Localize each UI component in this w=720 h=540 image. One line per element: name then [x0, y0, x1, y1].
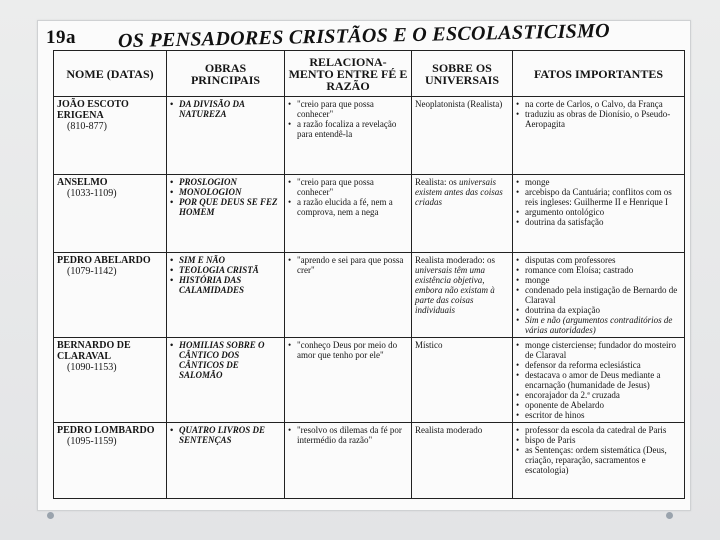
table-row: [54, 423, 685, 499]
universals-position: Neoplatonista (Realista): [415, 99, 503, 109]
cell-universals: [412, 175, 513, 253]
table-row: [54, 253, 685, 338]
cell-works: [167, 97, 285, 175]
universals-position: Realista moderado: os: [415, 255, 495, 265]
table-row: [54, 175, 685, 253]
table-header-row: [54, 51, 685, 97]
thinker-dates: (810-877): [67, 121, 107, 132]
thinker-dates: (1079-1142): [67, 266, 117, 277]
fact-item: • monge cisterciense; fundador do mosteiro de Claraval: [516, 340, 681, 360]
cell-faith-reason: [285, 423, 412, 499]
cell-faith-reason: [285, 97, 412, 175]
thinker-dates: (1033-1109): [67, 188, 117, 199]
universals-text: [415, 177, 509, 207]
cell-faith-reason: [285, 338, 412, 423]
fact-item: • Sim e não (argumentos contraditórios de várias autoridades): [516, 315, 681, 335]
work-item: • PROSLOGION: [170, 177, 281, 187]
fact-item: • encorajador da 2.ª cruzada: [516, 390, 681, 400]
fact-item: • arcebispo da Cantuária; conflitos com os reis ingleses: Guilherme II e Henrique I: [516, 187, 681, 207]
cell-works: [167, 338, 285, 423]
cell-universals: [412, 97, 513, 175]
thinker-name: PEDRO LOMBARDO: [57, 425, 155, 436]
fact-item: • na corte de Carlos, o Calvo, da França: [516, 99, 681, 109]
table-row: [54, 97, 685, 175]
page-title: OS PENSADORES CRISTÃOS E O ESCOLASTICISMO: [118, 19, 610, 53]
universals-text: [415, 255, 509, 315]
cell-works: [167, 253, 285, 338]
universals-position: Realista: os: [415, 177, 457, 187]
scanned-document-page: [37, 20, 691, 511]
column-header-faith-reason: RELACIONA-MENTO ENTRE FÉ E RAZÃO: [285, 51, 412, 97]
cell-name: [54, 338, 167, 423]
faith-reason-item: • "conheço Deus por meio do amor que tenho por ele": [288, 340, 408, 360]
universals-explanation: universais têm uma existência objetiva, embora não existam à parte das coisas individuais: [415, 265, 495, 315]
faith-reason-item: • "creio para que possa conhecer": [288, 99, 408, 119]
universals-text: [415, 99, 509, 109]
thinker-dates: (1095-1159): [67, 436, 117, 447]
cell-faith-reason: [285, 175, 412, 253]
thinkers-table: [53, 50, 685, 499]
cell-works: [167, 175, 285, 253]
work-item: • HOMILIAS SOBRE O CÂNTICO DOS CÂNTICOS DE SALOMÃO: [170, 340, 281, 380]
fact-item: • professor da escola da catedral de Paris: [516, 425, 681, 435]
fact-item: • destacava o amor de Deus mediante a encarnação (humanidade de Jesus): [516, 370, 681, 390]
universals-text: [415, 340, 509, 350]
universals-explanation: universais existem antes das coisas criadas: [415, 177, 503, 207]
column-header-universals: SOBRE OS UNIVERSAIS: [412, 51, 513, 97]
fact-item: • condenado pela instigação de Bernardo de Claraval: [516, 285, 681, 305]
column-header-works: OBRAS PRINCIPAIS: [167, 51, 285, 97]
work-item: • MONOLOGION: [170, 187, 281, 197]
fact-item: • monge: [516, 275, 681, 285]
decorative-dot-right: [666, 512, 673, 519]
cell-name: [54, 253, 167, 338]
cell-facts: [513, 175, 685, 253]
cell-works: [167, 423, 285, 499]
cell-universals: [412, 253, 513, 338]
work-item: • TEOLOGIA CRISTÃ: [170, 265, 281, 275]
work-item: • DA DIVISÃO DA NATUREZA: [170, 99, 281, 119]
column-header-name: NOME (DATAS): [54, 51, 167, 97]
cell-universals: [412, 338, 513, 423]
thinker-name: BERNARDO DE CLARAVAL: [57, 340, 131, 362]
thinker-name: PEDRO ABELARDO: [57, 255, 151, 266]
cell-name: [54, 423, 167, 499]
thinker-name: JOÃO ESCOTO ERIGENA: [57, 99, 129, 121]
faith-reason-item: • "aprendo e sei para que possa crer": [288, 255, 408, 275]
cell-facts: [513, 97, 685, 175]
faith-reason-item: • a razão elucida a fé, nem a comprova, nem a nega: [288, 197, 408, 217]
faith-reason-item: • a razão focaliza a revelação para entendê-la: [288, 119, 408, 139]
cell-universals: [412, 423, 513, 499]
work-item: • SIM E NÃO: [170, 255, 281, 265]
fact-item: • romance com Eloísa; castrado: [516, 265, 681, 275]
work-item: • HISTÓRIA DAS CALAMIDADES: [170, 275, 281, 295]
fact-item: • defensor da reforma eclesiástica: [516, 360, 681, 370]
fact-item: • as Sentenças: ordem sistemática (Deus, criação, reparação, sacramentos e escatologia): [516, 445, 681, 475]
work-item: • QUATRO LIVROS DE SENTENÇAS: [170, 425, 281, 445]
fact-item: • disputas com professores: [516, 255, 681, 265]
page-number: 19a: [46, 27, 76, 48]
faith-reason-item: • "creio para que possa conhecer": [288, 177, 408, 197]
cell-faith-reason: [285, 253, 412, 338]
fact-item: • monge: [516, 177, 681, 187]
thinker-dates: (1090-1153): [67, 362, 117, 373]
fact-item: • argumento ontológico: [516, 207, 681, 217]
decorative-dot-left: [47, 512, 54, 519]
fact-item: • oponente de Abelardo: [516, 400, 681, 410]
universals-text: [415, 425, 509, 435]
column-header-facts: FATOS IMPORTANTES: [513, 51, 685, 97]
faith-reason-item: • "resolvo os dilemas da fé por intermédio da razão": [288, 425, 408, 445]
fact-item: • doutrina da expiação: [516, 305, 681, 315]
fact-item: • bispo de Paris: [516, 435, 681, 445]
table-row: [54, 338, 685, 423]
universals-position: Realista moderado: [415, 425, 483, 435]
cell-name: [54, 175, 167, 253]
thinker-name: ANSELMO: [57, 177, 108, 188]
work-item: • POR QUE DEUS SE FEZ HOMEM: [170, 197, 281, 217]
fact-item: • escritor de hinos: [516, 410, 681, 420]
cell-facts: [513, 338, 685, 423]
cell-facts: [513, 253, 685, 338]
cell-name: [54, 97, 167, 175]
fact-item: • doutrina da satisfação: [516, 217, 681, 227]
cell-facts: [513, 423, 685, 499]
universals-position: Místico: [415, 340, 443, 350]
fact-item: • traduziu as obras de Dionísio, o Pseudo-Aeropagita: [516, 109, 681, 129]
